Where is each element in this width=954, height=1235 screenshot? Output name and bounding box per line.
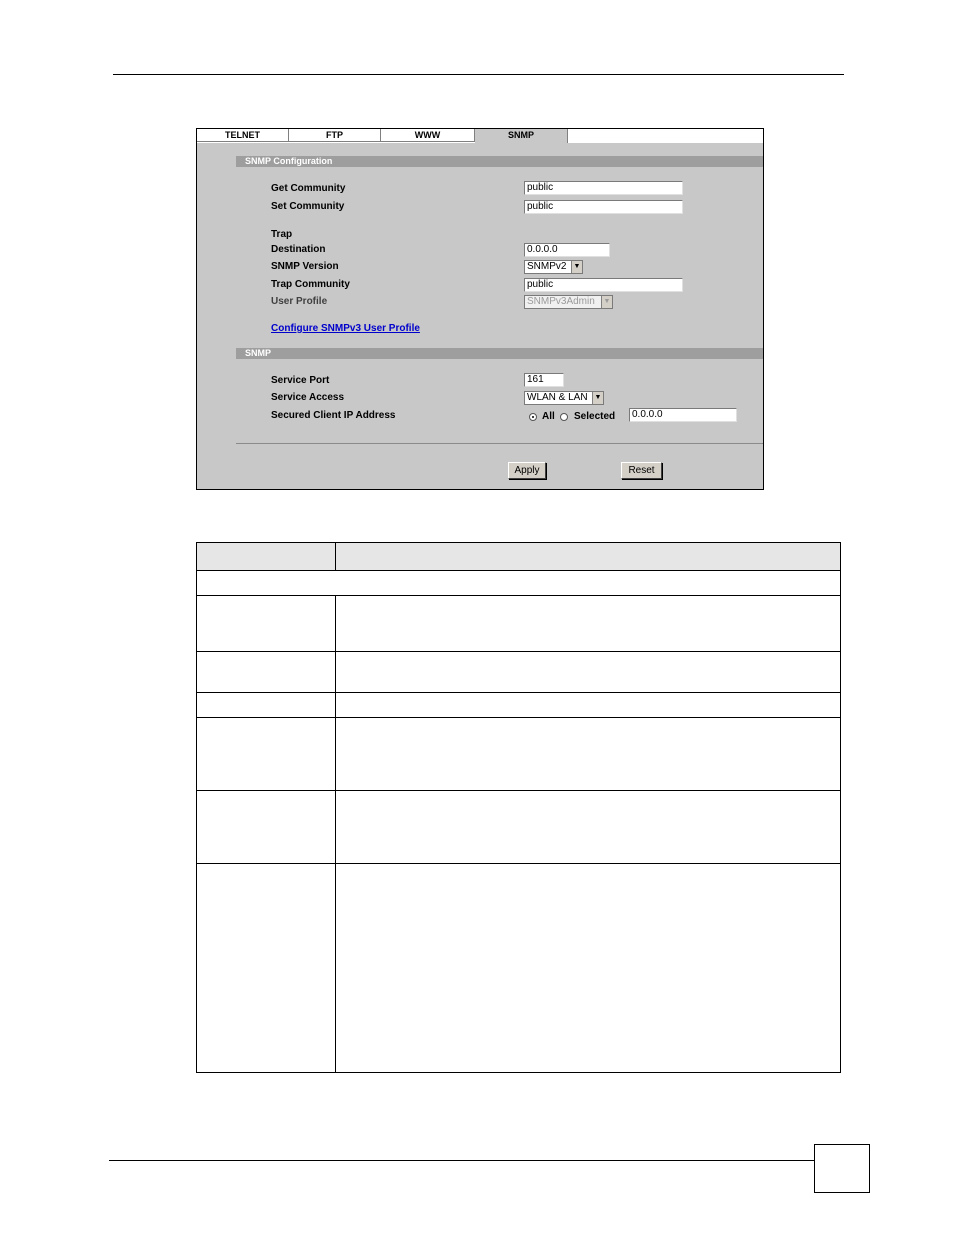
description-table bbox=[196, 542, 841, 1073]
header-rule bbox=[113, 74, 844, 75]
service-port-label: Service Port bbox=[271, 375, 330, 386]
radio-selected-label: Selected bbox=[574, 411, 616, 422]
table-row bbox=[197, 692, 840, 693]
divider bbox=[236, 443, 763, 444]
radio-selected[interactable] bbox=[560, 413, 568, 421]
table-row bbox=[197, 790, 840, 791]
chevron-down-icon[interactable]: ▼ bbox=[592, 392, 603, 404]
service-port-input[interactable]: 161 bbox=[524, 373, 564, 387]
apply-button[interactable]: Apply bbox=[508, 462, 546, 479]
service-access-value: WLAN & LAN bbox=[527, 392, 588, 403]
get-community-label: Get Community bbox=[271, 183, 346, 194]
table-row bbox=[197, 863, 840, 864]
page-number-box bbox=[814, 1144, 870, 1193]
selected-ip-input[interactable]: 0.0.0.0 bbox=[629, 408, 737, 422]
radio-all-label: All bbox=[542, 411, 555, 422]
snmp-version-label: SNMP Version bbox=[271, 261, 339, 272]
trap-community-input[interactable]: public bbox=[524, 278, 683, 292]
table-header bbox=[197, 543, 840, 571]
destination-input[interactable]: 0.0.0.0 bbox=[524, 243, 610, 257]
tab-www[interactable]: WWW bbox=[381, 129, 475, 142]
reset-button[interactable]: Reset bbox=[621, 462, 662, 479]
radio-all[interactable] bbox=[529, 413, 537, 421]
set-community-input[interactable]: public bbox=[524, 200, 683, 214]
get-community-input[interactable]: public bbox=[524, 181, 683, 195]
configure-snmpv3-user-profile-link[interactable]: Configure SNMPv3 User Profile bbox=[271, 323, 420, 334]
user-profile-label: User Profile bbox=[271, 296, 328, 307]
trap-community-label: Trap Community bbox=[271, 279, 350, 290]
snmp-configuration-header: SNMP Configuration bbox=[236, 156, 763, 167]
chevron-down-icon[interactable]: ▼ bbox=[601, 296, 612, 308]
table-row bbox=[197, 595, 840, 596]
tab-telnet[interactable]: TELNET bbox=[197, 129, 289, 142]
service-access-label: Service Access bbox=[271, 392, 345, 403]
table-column-divider bbox=[335, 543, 336, 570]
user-profile-select[interactable] bbox=[524, 295, 613, 309]
snmp-config-screen bbox=[196, 128, 764, 490]
snmp-version-select[interactable] bbox=[524, 260, 583, 274]
snmp-version-value: SNMPv2 bbox=[527, 261, 567, 272]
table-row bbox=[197, 717, 840, 718]
user-profile-value: SNMPv3Admin bbox=[527, 296, 595, 307]
table-row bbox=[197, 651, 840, 652]
tab-ftp[interactable]: FTP bbox=[289, 129, 381, 142]
set-community-label: Set Community bbox=[271, 201, 345, 212]
table-column-divider bbox=[335, 595, 336, 1072]
footer-rule bbox=[109, 1160, 815, 1161]
trap-label: Trap bbox=[271, 229, 293, 240]
service-access-select[interactable] bbox=[524, 391, 604, 405]
tab-snmp[interactable]: SNMP bbox=[475, 129, 568, 143]
snmp-section-header: SNMP bbox=[236, 348, 763, 359]
tab-bar bbox=[197, 129, 763, 143]
secured-client-ip-label: Secured Client IP Address bbox=[271, 410, 396, 421]
chevron-down-icon[interactable]: ▼ bbox=[571, 261, 582, 273]
destination-label: Destination bbox=[271, 244, 326, 255]
